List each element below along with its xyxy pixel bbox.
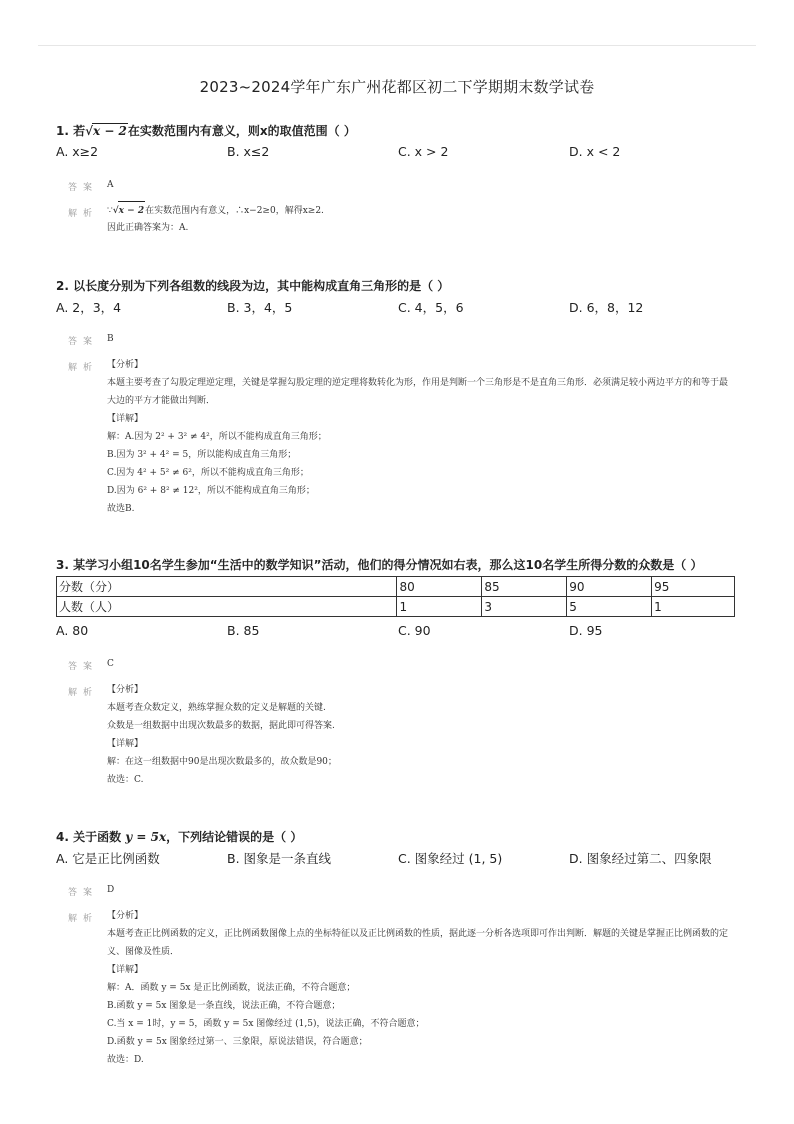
answer-label: 答案 <box>68 183 99 193</box>
explanation-line: 众数是一组数据中出现次数最多的数据，据此即可得答案. <box>107 721 335 731</box>
option-d[interactable]: D. 6，8，12 <box>569 300 644 315</box>
option-a[interactable]: A. 80 <box>56 623 89 638</box>
table-cell: 分数（分） <box>57 577 397 597</box>
question-3-stem: 3. 某学习小组10名学生参加“生活中的数学知识”活动，他们的得分情况如右表，那么这10名学生所得分数的众数是（ ） <box>56 558 703 572</box>
function-expression: y = 5x <box>125 830 167 844</box>
page-title: 2023~2024学年广东广州花都区初二下学期期末数学试卷 <box>199 78 595 96</box>
question-4-stem <box>56 828 302 845</box>
explanation-line: D.因为 6² + 8² ≠ 12²，所以不能构成直角三角形； <box>107 486 315 496</box>
table-cell: 人数（人） <box>57 597 397 617</box>
question-1-stem <box>56 122 356 139</box>
explanation-line: B.函数 y = 5x 图象是一条直线，说法正确，不符合题意； <box>107 1001 341 1011</box>
answer-label: 答案 <box>68 337 99 347</box>
question-4-options <box>56 849 754 867</box>
answer-value: B <box>107 334 114 344</box>
table-cell: 1 <box>652 597 735 617</box>
table-cell: 90 <box>567 577 652 597</box>
explanation-line: 【分析】 <box>107 911 144 921</box>
option-c[interactable]: C. 图象经过 (1, 5) <box>398 851 503 866</box>
option-c[interactable]: C. 90 <box>398 623 431 638</box>
question-3-options <box>56 623 754 641</box>
explanation-line: 解：A．函数 y = 5x 是正比例函数，说法正确，不符合题意； <box>107 983 356 993</box>
question-1-prefix: 1. 若 <box>56 124 86 138</box>
option-b[interactable]: B. 85 <box>227 623 260 638</box>
table-cell: 1 <box>397 597 482 617</box>
table-cell: 85 <box>482 577 567 597</box>
explanation-line: D.函数 y = 5x 图象经过第一、三象限，原说法错误，符合题意； <box>107 1037 368 1047</box>
explanation-line: 解：A.因为 2² + 3² ≠ 4²，所以不能构成直角三角形； <box>107 432 327 442</box>
option-a[interactable]: A. x≥2 <box>56 144 99 159</box>
sqrt-expression: √x − 2 <box>113 206 145 216</box>
header-divider <box>38 45 756 46</box>
question-2-stem: 2. 以长度分别为下列各组数的线段为边，其中能构成直角三角形的是（ ） <box>56 279 450 293</box>
answer-label: 答案 <box>68 662 99 672</box>
option-b[interactable]: B. 图象是一条直线 <box>227 851 332 866</box>
explanation-line: 本题主要考查了勾股定理逆定理，关键是掌握勾股定理的逆定理将数转化为形，作用是判断一个三角形是不是直角三角形．必须满足较小两边平方的和等于最大边的平方才能做出判断． <box>107 378 729 406</box>
question-4-prefix: 4. 关于函数 <box>56 830 122 844</box>
explanation-line <box>107 201 734 219</box>
analysis-label: 解析 <box>68 209 99 219</box>
question-1-options <box>56 144 754 162</box>
explanation-line: 【分析】 <box>107 360 144 370</box>
explanation-line: 【详解】 <box>107 414 144 424</box>
explanation-line: B.因为 3² + 4² = 5，所以能构成直角三角形； <box>107 450 297 460</box>
table-cell: 3 <box>482 597 567 617</box>
option-d[interactable]: D. x < 2 <box>569 144 621 159</box>
question-4-suffix: ，下列结论错误的是（ ） <box>166 830 303 844</box>
option-a[interactable]: A. 它是正比例函数 <box>56 851 160 866</box>
table-row <box>57 597 735 617</box>
answer-value: D <box>107 885 115 895</box>
option-d[interactable]: D. 图象经过第二、四象限 <box>569 851 712 866</box>
analysis-label: 解析 <box>68 363 99 373</box>
option-b[interactable]: B. x≤2 <box>227 144 270 159</box>
table-cell: 95 <box>652 577 735 597</box>
explanation-line: 【详解】 <box>107 965 144 975</box>
question-1-suffix: 在实数范围内有意义，则x的取值范围（ ） <box>127 124 356 138</box>
option-a[interactable]: A. 2，3，4 <box>56 300 122 315</box>
explanation-line: 故选：D. <box>107 1055 144 1065</box>
option-c[interactable]: C. x > 2 <box>398 144 449 159</box>
explanation-line: 故选B. <box>107 504 135 514</box>
explanation-line: 【详解】 <box>107 739 144 749</box>
question-1-explanation <box>107 201 734 237</box>
table-cell: 5 <box>567 597 652 617</box>
radicand: x − 2 <box>118 201 145 220</box>
explanation-line: 故选：C. <box>107 775 144 785</box>
question-2-explanation <box>107 356 734 518</box>
explanation-line: 解：在这一组数据中90是出现次数最多的，故众数是90； <box>107 757 337 767</box>
explanation-line: 本题考查众数定义，熟练掌握众数的定义是解题的关键. <box>107 703 326 713</box>
explanation-line: 【分析】 <box>107 685 144 695</box>
answer-label: 答案 <box>68 888 99 898</box>
score-table <box>56 576 735 617</box>
explanation-line: C.因为 4² + 5² ≠ 6²，所以不能构成直角三角形； <box>107 468 309 478</box>
answer-value: A <box>107 180 114 190</box>
radicand: x − 2 <box>92 124 127 138</box>
explanation-line: 因此正确答案为：A. <box>107 223 189 233</box>
question-3-explanation <box>107 681 734 789</box>
option-b[interactable]: B. 3，4，5 <box>227 300 293 315</box>
explanation-text: 在实数范围内有意义，∴x−2≥0，解得x≥2. <box>145 206 324 216</box>
analysis-label: 解析 <box>68 688 99 698</box>
analysis-label: 解析 <box>68 914 99 924</box>
sqrt-expression: √x − 2 <box>85 124 127 138</box>
question-4-explanation <box>107 907 734 1069</box>
table-cell: 80 <box>397 577 482 597</box>
answer-value: C <box>107 659 114 669</box>
option-d[interactable]: D. 95 <box>569 623 603 638</box>
option-c[interactable]: C. 4，5，6 <box>398 300 464 315</box>
explanation-line: 本题考查正比例函数的定义，正比例函数图像上点的坐标特征以及正比例函数的性质，据此逐一分析各选项即可作出判断．解题的关键是掌握正比例函数的定义、图像及性质． <box>107 929 729 957</box>
explanation-line: C.当 x = 1时，y = 5，函数 y = 5x 图像经过 (1,5)，说法正确，不符合题意； <box>107 1019 425 1029</box>
question-2-options <box>56 298 754 316</box>
because-symbol: ∵ <box>107 206 113 216</box>
table-row <box>57 577 735 597</box>
